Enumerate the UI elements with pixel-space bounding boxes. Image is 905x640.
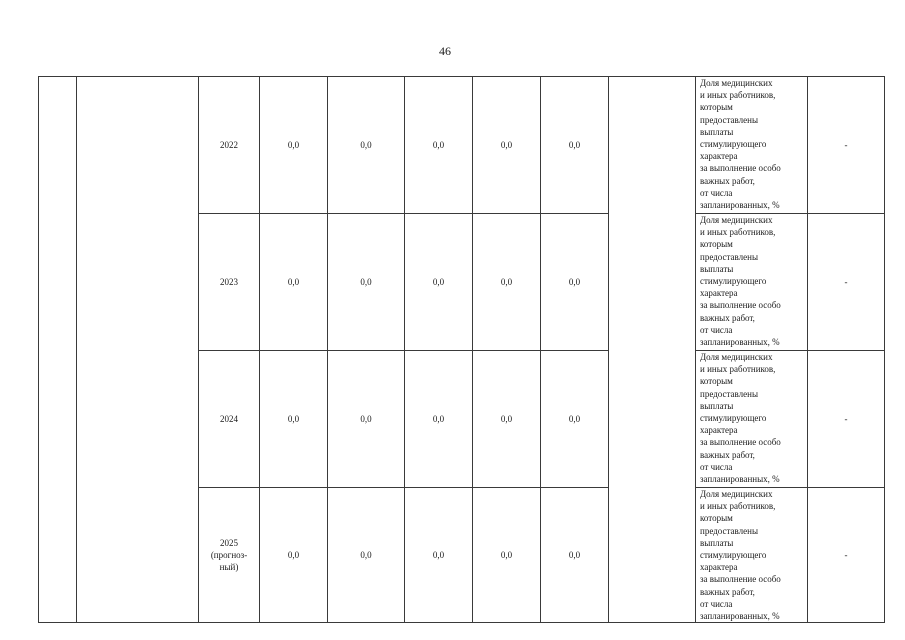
value-cell: 0,0 [328, 488, 405, 623]
indicator-line: от числа [700, 598, 733, 609]
value-cell: 0,0 [260, 488, 328, 623]
value-cell: 0,0 [260, 77, 328, 214]
indicator-line: выплаты [700, 126, 734, 137]
indicator-line: важных работ, [700, 586, 755, 597]
value-cell: 0,0 [405, 214, 473, 351]
year-cell [199, 488, 260, 623]
indicator-line: важных работ, [700, 449, 755, 460]
indicator-line: запланированных, % [700, 337, 780, 348]
target-cell: - [808, 214, 885, 351]
indicator-text [700, 214, 805, 350]
indicator-line: Доля медицинских [700, 352, 773, 362]
value-cell: 0,0 [473, 488, 541, 623]
year-line: ный) [219, 562, 239, 573]
indicator-line: стимулирующего [700, 413, 767, 424]
value-cell: 0,0 [541, 488, 609, 623]
indicator-line: за выполнение особо [700, 163, 781, 174]
indicator-line: выплаты [700, 263, 734, 274]
value-cell: 0,0 [328, 351, 405, 488]
indicator-line: которым [700, 239, 733, 250]
indicator-cell [696, 488, 808, 623]
indicator-line: стимулирующего [700, 276, 767, 287]
year-line: 2023 [220, 276, 238, 287]
blank-cell [609, 77, 696, 623]
indicator-line: характера [700, 288, 738, 299]
value-cell: 0,0 [541, 351, 609, 488]
indicator-line: и иных работников, [700, 364, 776, 375]
number-cell [39, 77, 77, 623]
indicator-line: которым [700, 513, 733, 524]
indicator-cell [696, 351, 808, 488]
value-cell: 0,0 [260, 351, 328, 488]
indicator-line: которым [700, 376, 733, 387]
page-number: 46 [439, 44, 451, 58]
indicator-line: важных работ, [700, 312, 755, 323]
indicator-line: предоставлены [700, 251, 759, 262]
value-cell: 0,0 [541, 77, 609, 214]
target-cell: - [808, 351, 885, 488]
year-line: 2025 [220, 537, 238, 548]
year-line: 2022 [220, 139, 238, 150]
indicator-line: характера [700, 425, 738, 436]
indicator-line: запланированных, % [700, 611, 780, 622]
value-cell: 0,0 [473, 351, 541, 488]
indicator-line: и иных работников, [700, 501, 776, 512]
indicator-line: за выполнение особо [700, 300, 781, 311]
value-cell: 0,0 [328, 77, 405, 214]
target-cell: - [808, 77, 885, 214]
indicator-cell [696, 77, 808, 214]
indicator-line: от числа [700, 461, 733, 472]
value-cell: 0,0 [405, 77, 473, 214]
indicator-line: которым [700, 102, 733, 113]
indicator-line: Доля медицинских [700, 489, 773, 499]
indicator-line: Доля медицинских [700, 215, 773, 225]
indicator-line: предоставлены [700, 525, 759, 536]
indicator-cell [696, 214, 808, 351]
indicator-line: стимулирующего [700, 550, 767, 561]
value-cell: 0,0 [405, 488, 473, 623]
year-cell [199, 351, 260, 488]
value-cell: 0,0 [541, 214, 609, 351]
target-cell: - [808, 488, 885, 623]
indicator-line: характера [700, 151, 738, 162]
indicator-line: за выполнение особо [700, 574, 781, 585]
program-table [38, 76, 885, 623]
indicator-text [700, 488, 805, 622]
name-cell [77, 77, 199, 623]
indicator-line: Доля медицинских [700, 78, 773, 88]
indicator-line: выплаты [700, 537, 734, 548]
indicator-line: запланированных, % [700, 200, 780, 211]
indicator-line: и иных работников, [700, 90, 776, 101]
value-cell: 0,0 [473, 214, 541, 351]
table-row [39, 77, 885, 214]
indicator-line: предоставлены [700, 114, 759, 125]
indicator-line: предоставлены [700, 388, 759, 399]
indicator-line: выплаты [700, 400, 734, 411]
indicator-text [700, 351, 805, 487]
indicator-line: стимулирующего [700, 139, 767, 150]
indicator-line: и иных работников, [700, 227, 776, 238]
year-cell [199, 77, 260, 214]
indicator-line: за выполнение особо [700, 437, 781, 448]
year-line: 2024 [220, 413, 238, 424]
value-cell: 0,0 [473, 77, 541, 214]
value-cell: 0,0 [260, 214, 328, 351]
year-line: (прогноз- [210, 550, 248, 561]
indicator-text [700, 77, 805, 213]
value-cell: 0,0 [405, 351, 473, 488]
indicator-line: запланированных, % [700, 474, 780, 485]
indicator-line: от числа [700, 187, 733, 198]
indicator-line: важных работ, [700, 175, 755, 186]
value-cell: 0,0 [328, 214, 405, 351]
indicator-line: от числа [700, 324, 733, 335]
table-body [39, 77, 885, 623]
year-cell [199, 214, 260, 351]
indicator-line: характера [700, 562, 738, 573]
